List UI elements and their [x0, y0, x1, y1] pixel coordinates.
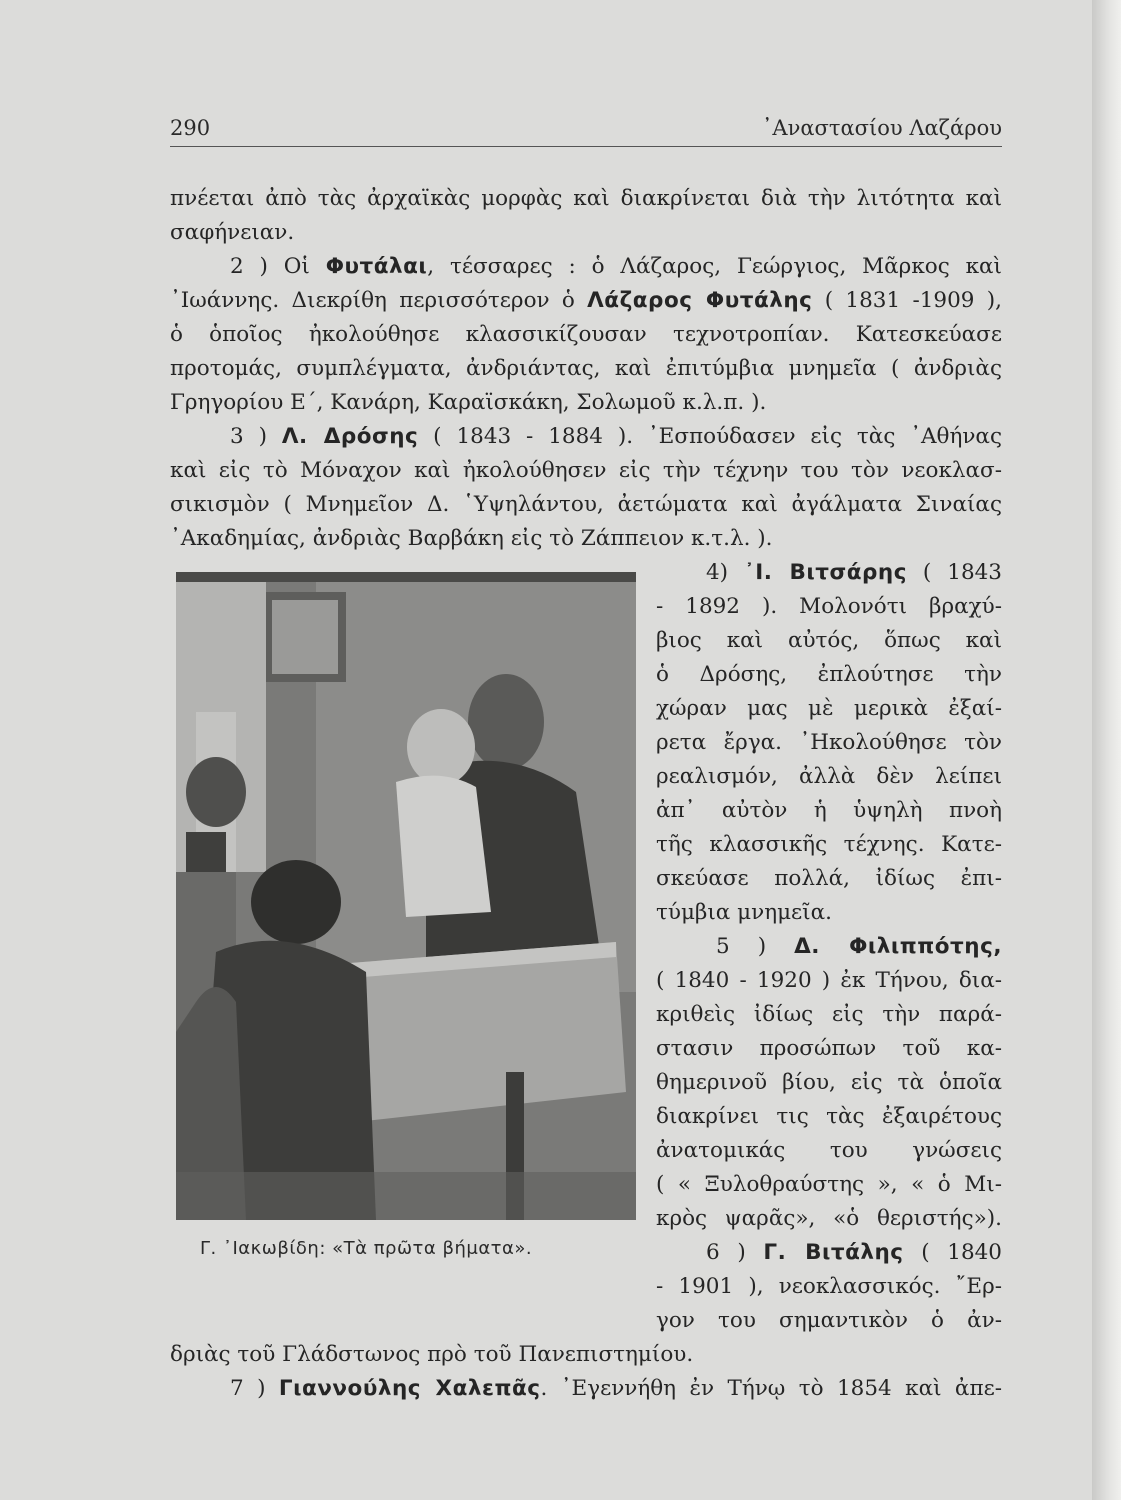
- figure-caption: Γ. ᾿Ιακωβίδη: «Τὰ πρῶτα βήματα».: [200, 1238, 533, 1259]
- text-line: - 1892 ). Μολονότι βραχύ-: [656, 594, 1002, 619]
- painting-man-head: [468, 674, 544, 770]
- painting-child-head: [251, 860, 341, 944]
- text-line: τύμβια μνημεῖα.: [656, 900, 832, 925]
- bold-name: Φυτάλαι: [325, 254, 428, 279]
- text-line: 3 ) Λ. Δρόσης ( 1843 - 1884 ). ᾿Εσπούδασεν εἰς τὰς ᾿Αθήνας: [230, 424, 1002, 449]
- text-line: ὁ ὁποῖος ἠκολούθησε κλασσικίζουσαν τεχνοτροπίαν. Κατεσκεύασε: [170, 322, 1002, 347]
- bold-name: Λάζαρος Φυτάλης: [587, 288, 813, 313]
- painting-baby-dress: [396, 776, 491, 917]
- painting-baby-head: [407, 709, 475, 785]
- painting-plant: [186, 757, 246, 827]
- bold-name: Δ. Φιλιππότης,: [794, 934, 1002, 959]
- text-line: 7 ) Γιαννούλης Χαλεπᾶς. ᾿Εγεννήθη ἐν Τήνῳ τὸ 1854 καὶ ἀπε-: [230, 1376, 1002, 1401]
- text-line: στασιν προσώπων τοῦ κα-: [656, 1036, 1002, 1061]
- text-line: 4) ᾿Ι. Βιτσάρης ( 1843: [706, 560, 1002, 585]
- text-line: δριὰς τοῦ Γλάδστωνος πρὸ τοῦ Πανεπιστημίου.: [170, 1342, 694, 1367]
- bold-name: Γιαννούλης Χαλεπᾶς: [278, 1376, 541, 1401]
- text-line: ἀνατομικάς του γνώσεις: [656, 1138, 1002, 1163]
- text-line: ἀπ᾿ αὐτὸν ἡ ὑψηλὴ πνοὴ: [656, 798, 1002, 823]
- text-line: 6 ) Γ. Βιτάλης ( 1840: [706, 1240, 1002, 1265]
- text-line: κριθεὶς ἰδίως εἰς τὴν παρά-: [656, 1002, 1002, 1027]
- text-line: πνέεται ἀπὸ τὰς ἀρχαϊκὰς μορφὰς καὶ διακρίνεται διὰ τὴν λιτότητα καὶ: [170, 186, 1002, 211]
- page-header: [170, 112, 1002, 147]
- text-line: ᾿Ιωάννης. Διεκρίθη περισσότερον ὁ Λάζαρος Φυτάλης ( 1831 -1909 ),: [170, 288, 1002, 313]
- text-line: βιος καὶ αὐτός, ὅπως καὶ: [656, 628, 1002, 653]
- text-line: ᾿Ακαδημίας, ἀνδριὰς Βαρβάκη εἰς τὸ Ζάππειον κ.τ.λ. ).: [170, 526, 773, 551]
- text-line: διακρίνει τις τὰς ἐξαιρέτους: [656, 1104, 1002, 1129]
- text-line: γον του σημαντικὸν ὁ ἀν-: [656, 1308, 1002, 1333]
- text-line: - 1901 ), νεοκλασσικός. ῎Ερ-: [656, 1274, 1002, 1299]
- text-line: Γρηγορίου Ε΄, Κανάρη, Καραϊσκάκη, Σολωμοῦ κ.λ.π. ).: [170, 390, 767, 415]
- text-line: σαφήνειαν.: [170, 220, 295, 245]
- text-line: ( « Ξυλοθραύστης », « ὁ Μι-: [656, 1172, 1002, 1197]
- text-line: χώραν μας μὲ μερικὰ ἐξαί-: [656, 696, 1002, 721]
- text-line: ρετα ἔργα. ᾿Ηκολούθησε τὸν: [656, 730, 1002, 755]
- page-number: 290: [170, 116, 211, 140]
- bold-name: ᾿Ι. Βιτσάρης: [744, 560, 907, 585]
- page-edge: [1092, 0, 1121, 1500]
- text-line: σικισμὸν ( Μνημεῖον Δ. ῾Υψηλάντου, ἀετώματα καὶ ἀγάλματα Σιναίας: [170, 492, 1002, 517]
- bold-name: Γ. Βιτάλης: [763, 1240, 904, 1265]
- text-line: 5 ) Δ. Φιλιππότης,: [716, 934, 1002, 959]
- text-line: θημερινοῦ βίου, εἰς τὰ ὁποῖα: [656, 1070, 1002, 1095]
- text-line: κρὸς ψαρᾶς», «ὁ θεριστής»).: [656, 1206, 1002, 1231]
- painting-illustration: [176, 572, 636, 1220]
- text-line: προτομάς, συμπλέγματα, ἀνδριάντας, καὶ ἐπιτύμβια μνημεῖα ( ἀνδριὰς: [170, 356, 1002, 381]
- bold-name: Λ. Δρόσης: [281, 424, 419, 449]
- text-line: σκεύασε πολλά, ἰδίως ἐπι-: [656, 866, 1002, 891]
- text-line: 2 ) Οἱ Φυτάλαι, τέσσαρες : ὁ Λάζαρος, Γεώργιος, Μᾶρκος καὶ: [230, 254, 1002, 279]
- text-line: καὶ εἰς τὸ Μόναχον καὶ ἠκολούθησεν εἰς τὴν τέχνην του τὸν νεοκλασ-: [170, 458, 1002, 483]
- running-title: ᾿Αναστασίου Λαζάρου: [761, 116, 1002, 140]
- text-line: ( 1840 - 1920 ) ἐκ Τήνου, δια-: [656, 968, 1002, 993]
- text-line: ὁ Δρόσης, ἐπλούτησε τὴν: [656, 662, 1002, 687]
- text-line: τῆς κλασσικῆς τέχνης. Κατε-: [656, 832, 1002, 857]
- painting-image: [176, 572, 636, 1220]
- text-line: ρεαλισμόν, ἀλλὰ δὲν λείπει: [656, 764, 1002, 789]
